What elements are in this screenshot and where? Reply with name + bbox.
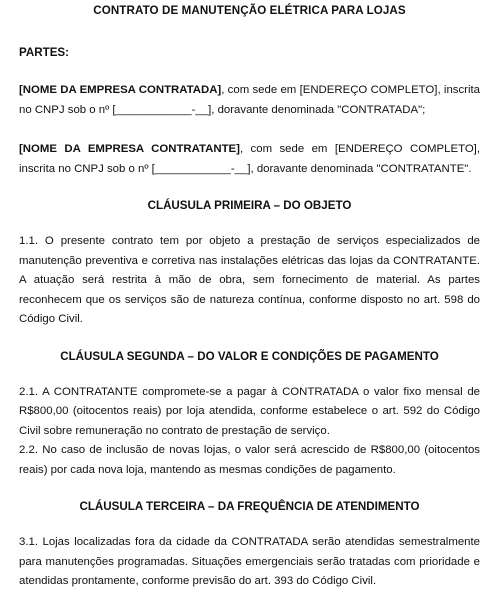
contracted-party-name: [NOME DA EMPRESA CONTRATADA] [19,84,222,96]
clause-3-body [19,533,480,592]
contracting-party-paragraph [19,140,480,179]
clause-1-title: CLÁUSULA PRIMEIRA – DO OBJETO [147,199,352,212]
clause-1-paragraph-1: 1.1. O presente contrato tem por objeto a prestação de serviços especializados de manutenção preventiva e corretiva nas instalações elétricas das lojas da CONTRATANTE. A atuação será restrita à mão de obra, sem fornecimento de material. As partes reconhecem que os serviços são de natureza contínua, conforme disposto no art. 598 do Código Civil. [19,235,480,325]
contracted-party-text: , com sede em [ENDEREÇO COMPLETO], inscrita no CNPJ sob o nº [____________-__], doravante denominada "CONTRATADA"; [19,84,480,116]
document-title: CONTRATO DE MANUTENÇÃO ELÉTRICA PARA LOJAS [93,4,406,17]
clause-1-body [19,232,480,330]
contracting-party-name: [NOME DA EMPRESA CONTRATANTE] [19,143,240,155]
clause-2-paragraph-1: 2.1. A CONTRATANTE compromete-se a pagar à CONTRATADA o valor fixo mensal de R$800,00 (oitocentos reais) por loja atendida, conforme estabelece o art. 592 do Código Civil sobre remuneração no contrato de prestação de serviço. [19,385,480,437]
parties-heading: PARTES: [19,46,70,59]
clause-2-title: CLÁUSULA SEGUNDA – DO VALOR E CONDIÇÕES DE PAGAMENTO [60,349,439,363]
contracting-party-text: , com sede em [ENDEREÇO COMPLETO], inscrita no CNPJ sob o nº [____________-__], doravante denominada "CONTRATANTE". [19,143,481,175]
clause-2-body [19,383,480,481]
clause-3-paragraph-1: 3.1. Lojas localizadas fora da cidade da CONTRATADA serão atendidas semestralmente para manutenções programadas. Situações emergenciais serão tratadas com prioridade e atendidas prontamente, conforme previsão do art. 393 do Código Civil. [19,536,480,587]
clause-3-title: CLÁUSULA TERCEIRA – DA FREQUÊNCIA DE ATENDIMENTO [79,500,420,513]
clause-2-paragraph-2: 2.2. No caso de inclusão de novas lojas, o valor será acrescido de R$800,00 (oitocentos reais) por cada nova loja, mantendo as mesmas condições de pagamento. [19,444,480,476]
contracted-party-paragraph [19,81,480,120]
